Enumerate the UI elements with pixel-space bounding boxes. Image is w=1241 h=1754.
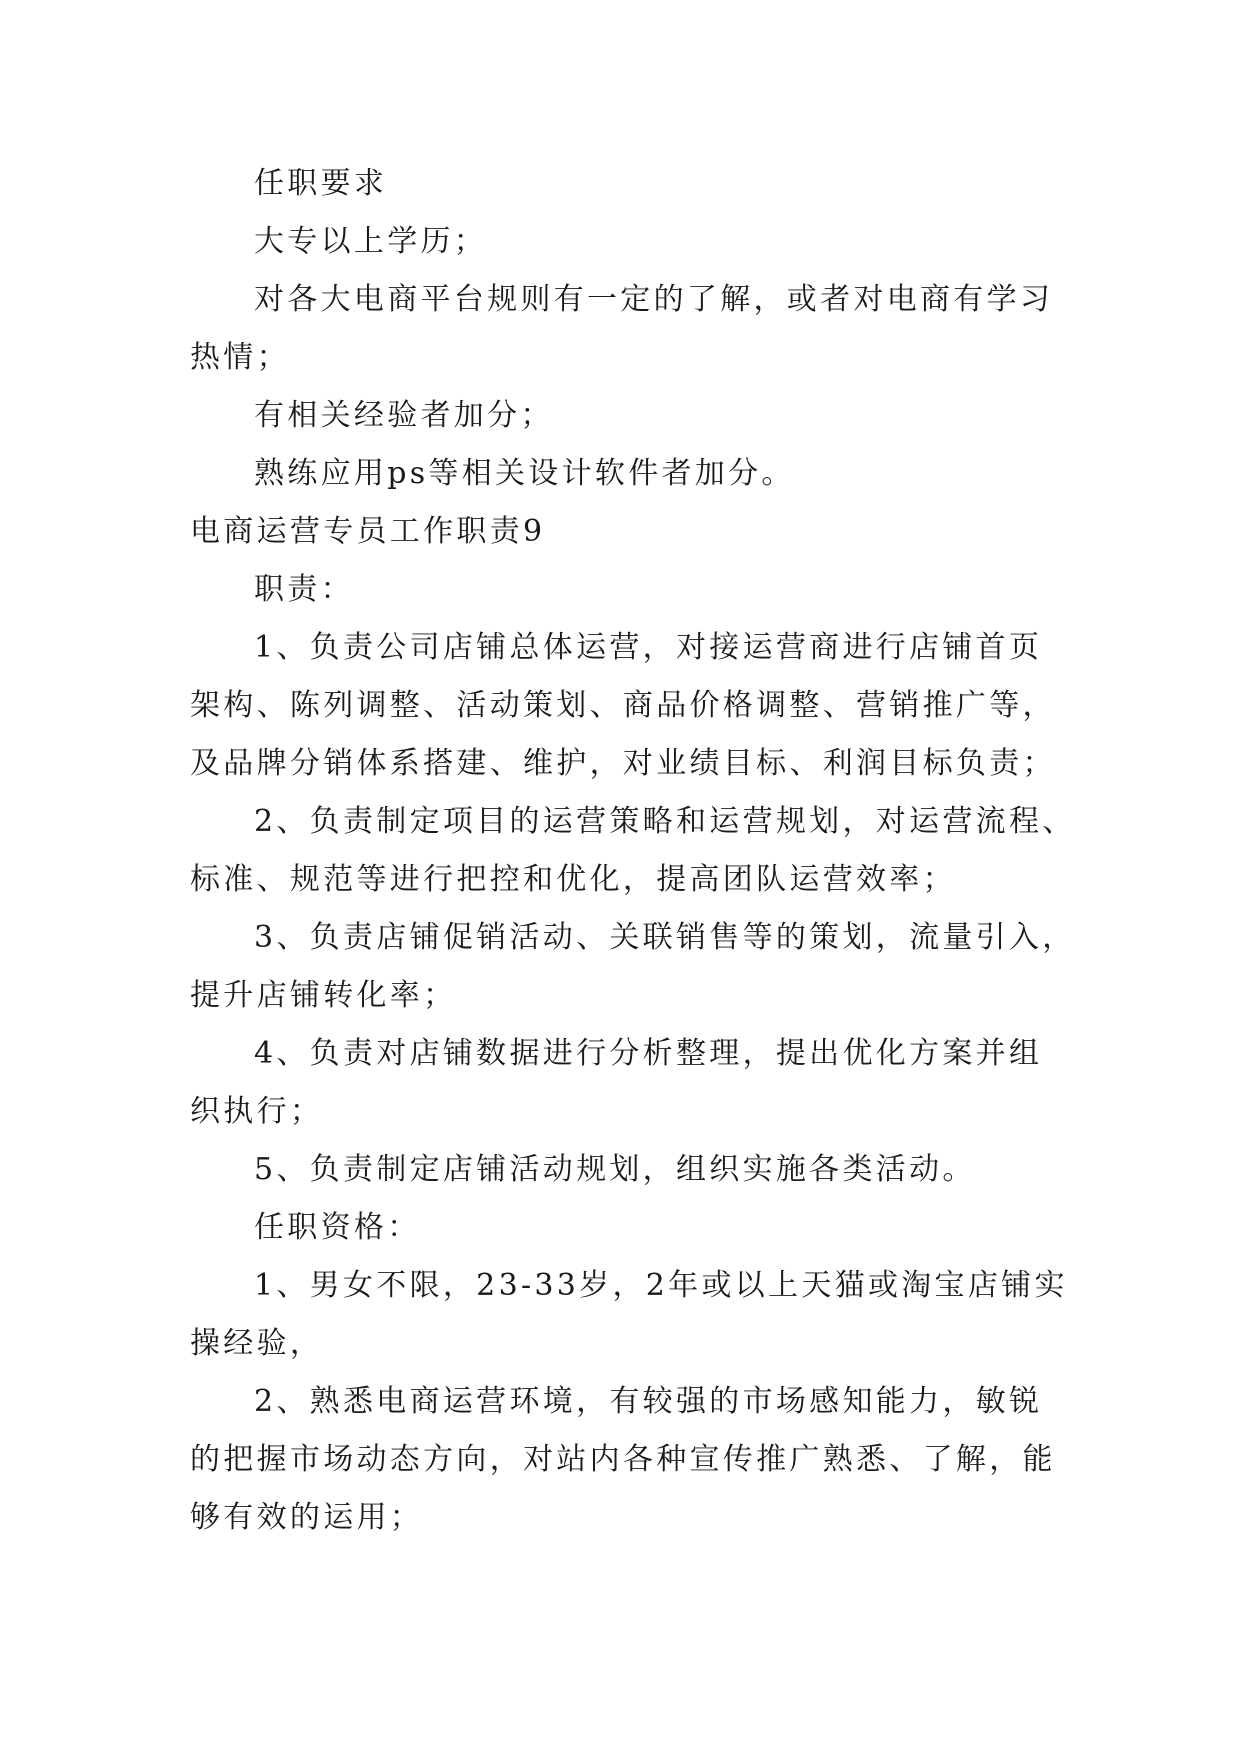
paragraph-line: 热情； [190, 340, 290, 375]
paragraph-line: 5、负责制定店铺活动规划，组织实施各类活动。 [254, 1152, 976, 1187]
paragraph-line: 操经验， [190, 1326, 324, 1361]
paragraph-line: 4、负责对店铺数据进行分析整理，提出优化方案并组 [254, 1036, 1043, 1071]
paragraph-line: 架构、陈列调整、活动策划、商品价格调整、营销推广等， [190, 688, 1056, 723]
paragraph-line: 有相关经验者加分； [254, 398, 554, 433]
paragraph-line: 2、熟悉电商运营环境，有较强的市场感知能力，敏锐 [254, 1384, 1043, 1419]
paragraph-line: 对各大电商平台规则有一定的了解，或者对电商有学习 [254, 282, 1054, 317]
paragraph-line: 2、负责制定项目的运营策略和运营规划，对运营流程、 [254, 804, 1076, 839]
paragraph-line: 够有效的运用； [190, 1500, 424, 1535]
paragraph-line: 的把握市场动态方向，对站内各种宣传推广熟悉、了解，能 [190, 1442, 1056, 1477]
paragraph-line: 标准、规范等进行把控和优化，提高团队运营效率； [190, 862, 956, 897]
paragraph-line: 1、男女不限，23-33岁，2年或以上天猫或淘宝店铺实 [254, 1268, 1068, 1303]
qualifications-heading: 任职资格： [254, 1210, 421, 1245]
paragraph-line: 及品牌分销体系搭建、维护，对业绩目标、利润目标负责； [190, 746, 1056, 781]
paragraph-line: 1、负责公司店铺总体运营，对接运营商进行店铺首页 [254, 630, 1043, 665]
duties-heading: 职责： [254, 572, 354, 607]
paragraph-line: 熟练应用ps等相关设计软件者加分。 [254, 456, 795, 491]
paragraph-line: 提升店铺转化率； [190, 978, 457, 1013]
section-title: 电商运营专员工作职责9 [190, 514, 546, 549]
paragraph-line: 织执行； [190, 1094, 324, 1129]
paragraph-line: 3、负责店铺促销活动、关联销售等的策划，流量引入， [254, 920, 1076, 955]
requirements-heading: 任职要求 [254, 166, 388, 201]
paragraph-line: 大专以上学历； [254, 224, 488, 259]
